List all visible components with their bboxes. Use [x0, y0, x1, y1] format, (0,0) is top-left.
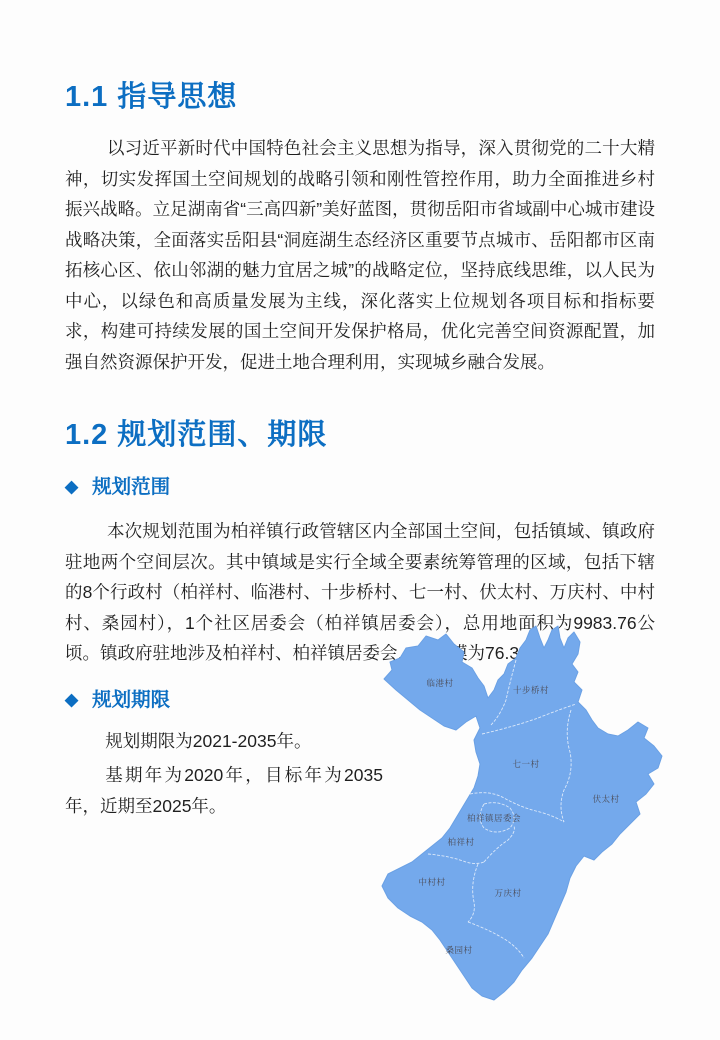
diamond-bullet-icon: ◆ [65, 689, 79, 709]
diamond-bullet-icon: ◆ [65, 477, 79, 496]
section-1-heading: 1.1 指导思想 [65, 81, 238, 113]
subsection-scope-heading [65, 473, 655, 501]
village-label: 七一村 [512, 759, 540, 769]
village-label: 伏太村 [592, 794, 620, 804]
town-boundary-shape [382, 626, 662, 1000]
village-label: 柏祥村 [447, 837, 475, 847]
village-label: 柏祥镇居委会 [466, 813, 522, 823]
village-label: 中村村 [418, 877, 446, 887]
section-1-paragraph: 以习近平新时代中国特色社会主义思想为指导，深入贯彻党的二十大精神，切实发挥国土空间规划的战略引领和刚性管控作用，助力全面推进乡村振兴战略。立足湖南省“三高四新”美好蓝图，贯彻岳阳市省域副中心城市建设战略决策，全面落实岳阳县“洞庭湖生态经济区重要节点城市、岳阳都市区南拓核心区、依山邻湖的魅力宜居之城”的战略定位，坚持底线思维，以人民为中心，以绿色和高质量发展为主线，深化落实上位规划各项目标和指标要求，构建可持续发展的国土空间开发保护格局，优化完善空间资源配置，加强自然资源保护开发，促进土地合理利用，实现城乡融合发展。 [65, 138, 655, 372]
town-map [366, 622, 666, 1022]
period-paragraph-1: 规划期限为2021-2035年。 [105, 730, 312, 751]
village-label: 桑园村 [445, 945, 473, 955]
period-block [65, 686, 383, 822]
subsection-period-heading [65, 686, 383, 714]
section-2-heading: 1.2 规划范围、期限 [65, 419, 328, 451]
village-label: 万庆村 [494, 888, 522, 898]
period-paragraph-2: 基期年为2020年，目标年为2035年，近期至2025年。 [65, 765, 383, 816]
scope-paragraph: 本次规划范围为柏祥镇行政管辖区内全部国土空间，包括镇域、镇政府驻地两个空间层次。其中镇域是实行全域全要素统筹管理的区域，包括下辖的8个行政村（柏祥村、临港村、十步桥村、七一村、伏太村、万庆村、中村村、桑园村），1个社区居委会（柏祥镇居委会），总用地面积为9983.76公顷。镇政府驻地涉及柏祥村、柏祥镇居委会，总规模为76.38公顷。 [65, 521, 655, 663]
town-map-svg [366, 622, 666, 1022]
village-label: 临港村 [426, 678, 454, 688]
subsection-scope-title: 规划范围 [92, 476, 171, 498]
subsection-period-title: 规划期限 [92, 688, 171, 711]
village-label: 十步桥村 [512, 685, 550, 695]
